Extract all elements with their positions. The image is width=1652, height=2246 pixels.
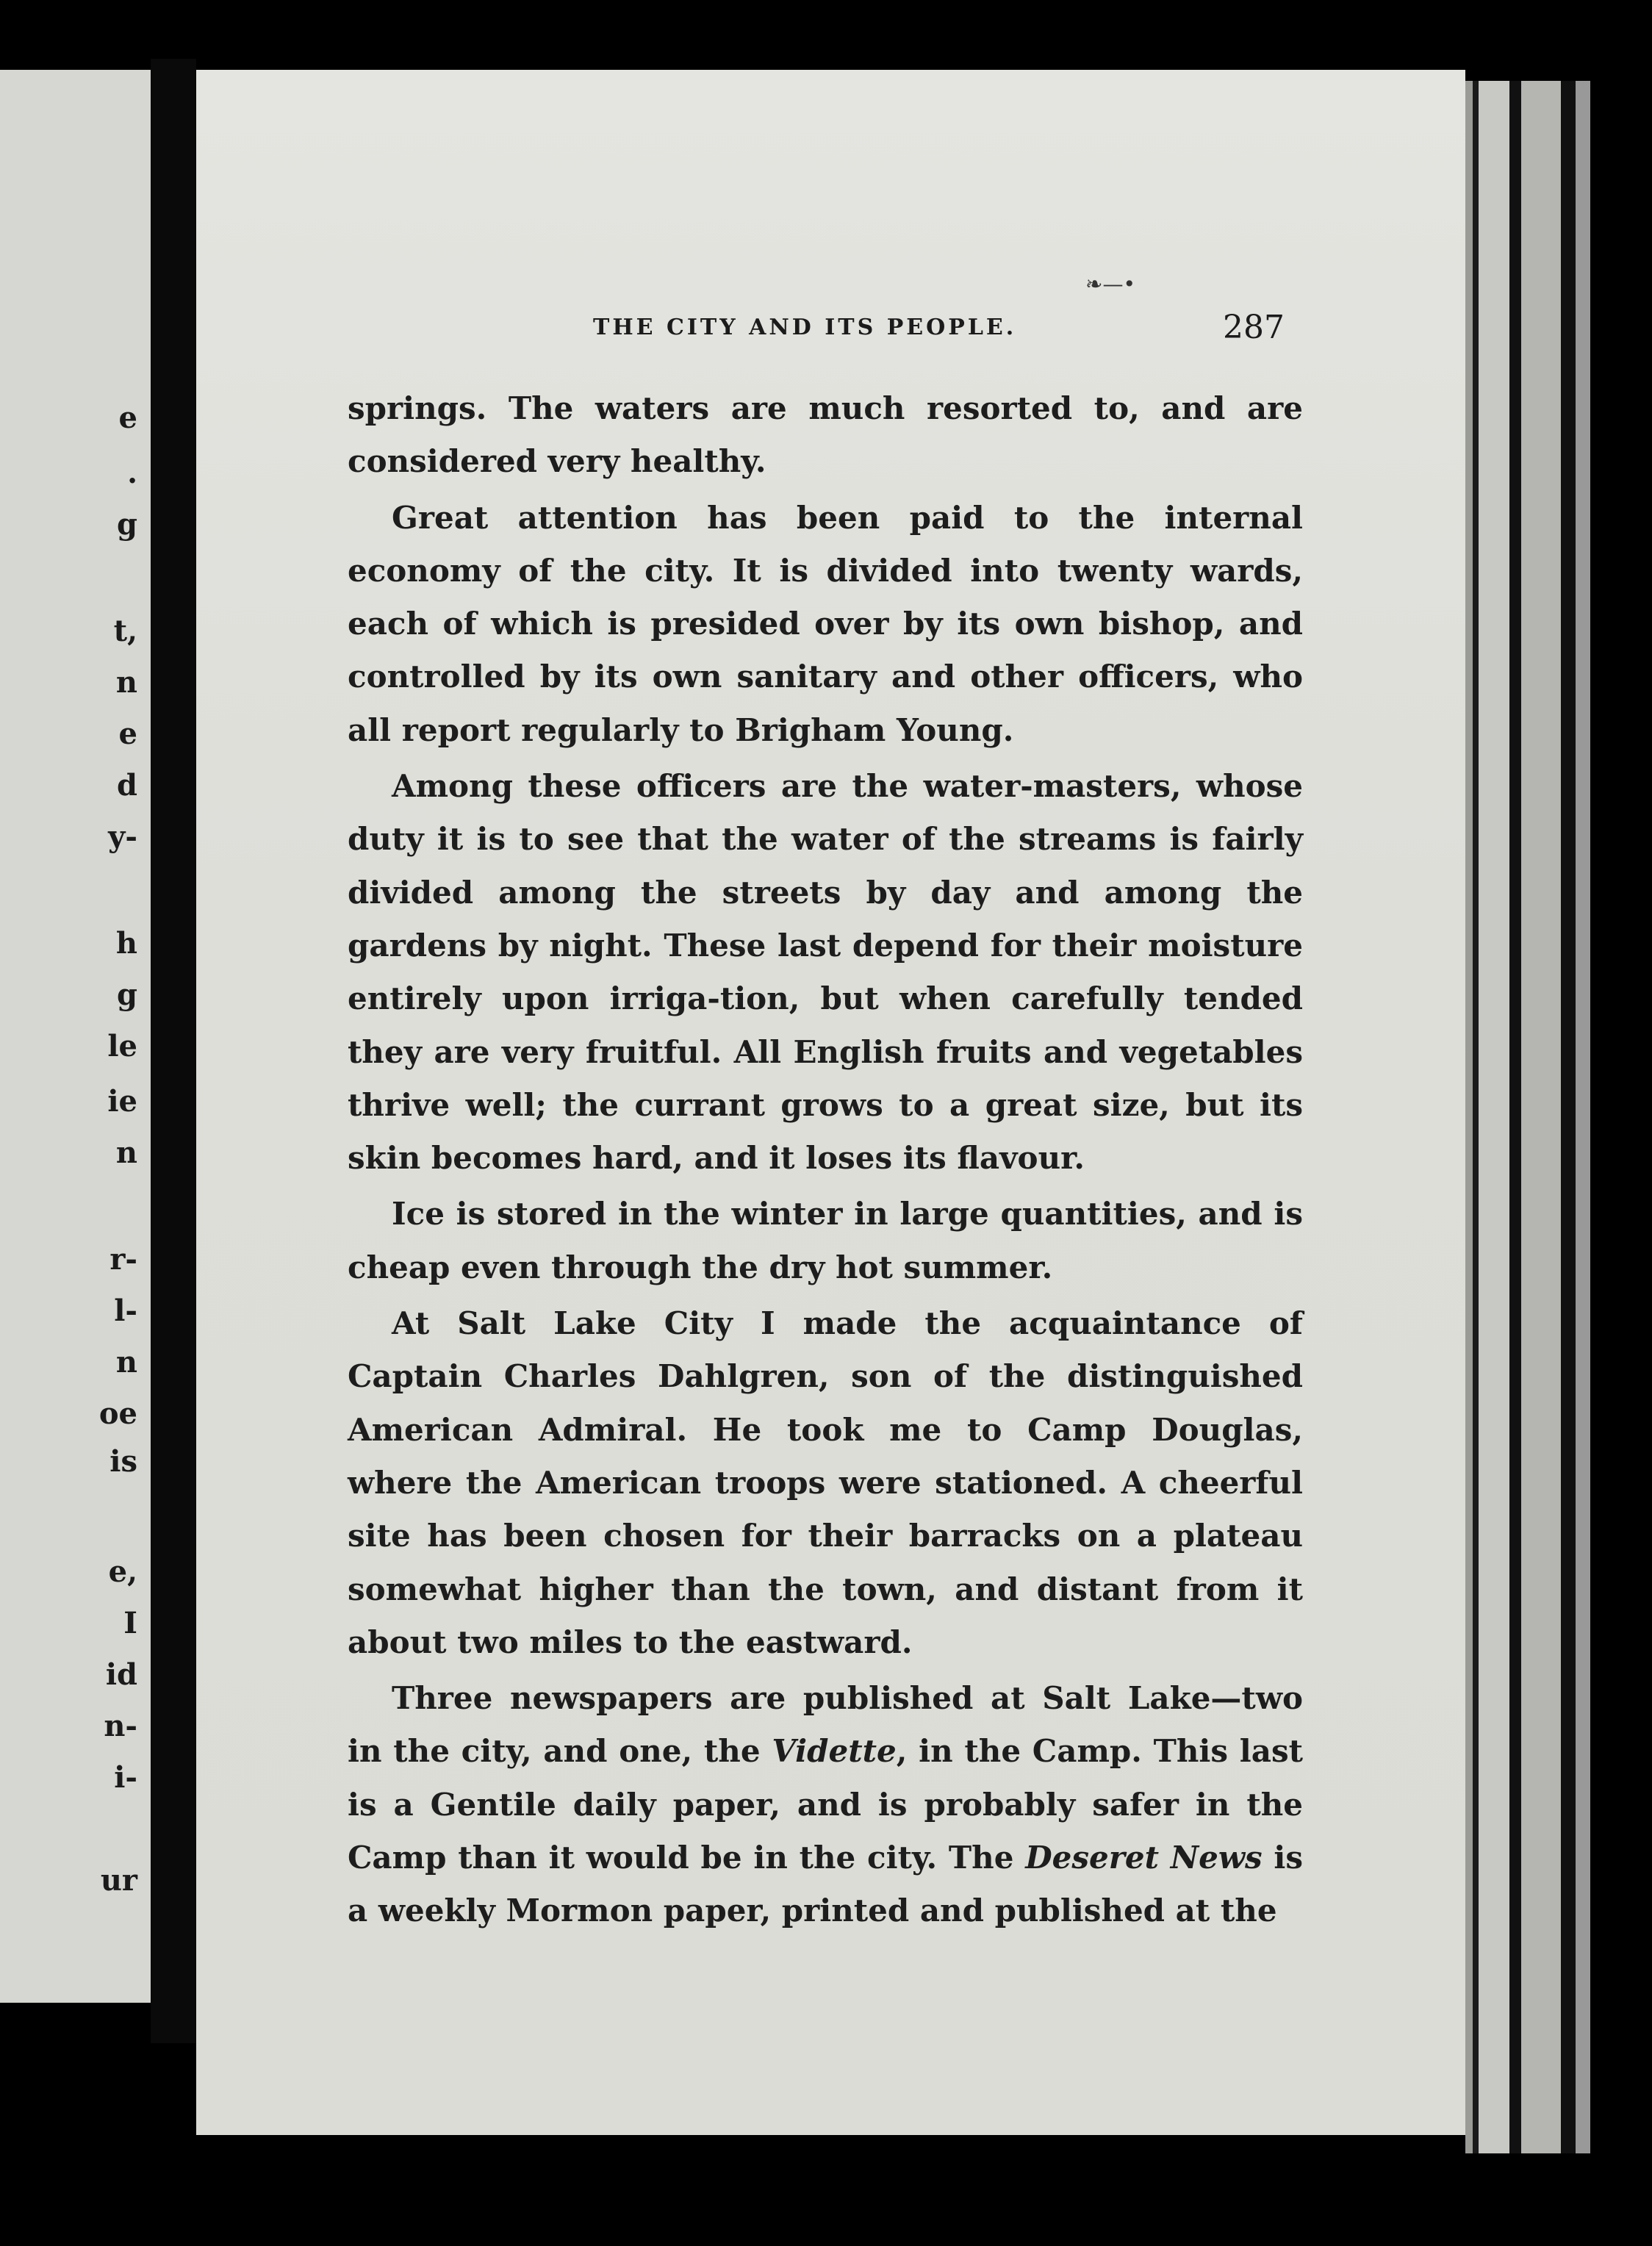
paragraph-text: Three newspapers are published at Salt Lake—two in the city, and one, the (348, 1680, 1303, 1770)
left-page-fragment: ie (107, 1084, 137, 1119)
paragraph-text: , in the Camp. This last is a Gentile daily paper, and is probably safer in the Camp than it would be in the city. The (348, 1733, 1303, 1876)
left-page-fragment: y- (108, 819, 137, 854)
paragraph-text: is a weekly Mormon paper, printed and published at the (348, 1840, 1303, 1929)
left-page-fragment: . (127, 456, 137, 490)
left-page-fragment: n (115, 1345, 137, 1379)
running-head (0, 309, 1652, 353)
left-page-fragment: n- (104, 1709, 137, 1743)
paragraph (348, 1672, 1303, 1937)
left-page-fragment: t, (113, 614, 137, 648)
left-page-fragment: id (105, 1657, 137, 1692)
left-page-edge (0, 70, 151, 2003)
left-page-fragment: d (117, 768, 137, 803)
left-page-fragment: oe (98, 1396, 137, 1431)
paragraph: springs. The waters are much resorted to, and are considered very healthy. (348, 390, 1303, 480)
left-page-fragment: i- (114, 1760, 137, 1795)
left-page-fragment: le (107, 1029, 137, 1063)
left-page-fragment: r- (109, 1242, 137, 1277)
left-page-fragment: g (117, 977, 137, 1012)
left-page-fragment: n (115, 1135, 137, 1170)
printers-mark-icon: ❧—• (1085, 272, 1135, 296)
left-page-fragment: h (115, 926, 137, 961)
newspaper-title: Deseret News (1025, 1840, 1263, 1876)
left-page-fragment: e, (108, 1554, 137, 1589)
left-page-fragment: I (123, 1606, 137, 1640)
paragraph: At Salt Lake City I made the acquaintance of Captain Charles Dahlgren, son of the distinguished American Admiral. He took me to Camp Douglas, where the American troops were stationed. A cheerful site has been chosen for their barracks on a plateau somewhat higher than the town, and distant from it about two miles to the eastward. (348, 1305, 1303, 1660)
left-page-fragment: is (109, 1444, 137, 1479)
left-page-fragment: l- (114, 1294, 137, 1328)
left-page-fragment: n (115, 665, 137, 700)
paragraph: Ice is stored in the winter in large quantities, and is cheap even through the dry hot summer. (348, 1196, 1303, 1285)
page-fore-edge (1465, 81, 1590, 2153)
left-page-fragment: e (118, 717, 137, 751)
body-text (348, 382, 1303, 1941)
page-number: 287 (1223, 309, 1285, 346)
paragraph: Among these officers are the water-masters, whose duty it is to see that the water of the streams is fairly divided among the streets by day and among the gardens by night. These last depend for their moisture entirely upon irriga-tion, but when carefully tended they are very fruitful. All English fruits and vegetables thrive well; the currant grows to a great size, but its skin becomes hard, and it loses its flavour. (348, 768, 1303, 1177)
left-page-fragment: ur (100, 1863, 137, 1898)
left-page-fragment: e (118, 401, 137, 435)
paragraph: Great attention has been paid to the internal economy of the city. It is divided into twenty wards, each of which is presided over by its own bishop, and controlled by its own sanitary and other officers, who all report regularly to Brigham Young. (348, 499, 1303, 748)
left-page-fragment: g (117, 507, 137, 542)
running-head-title: THE CITY AND ITS PEOPLE. (593, 315, 1017, 340)
newspaper-title: Vidette (772, 1733, 897, 1770)
book-gutter (151, 59, 196, 2043)
